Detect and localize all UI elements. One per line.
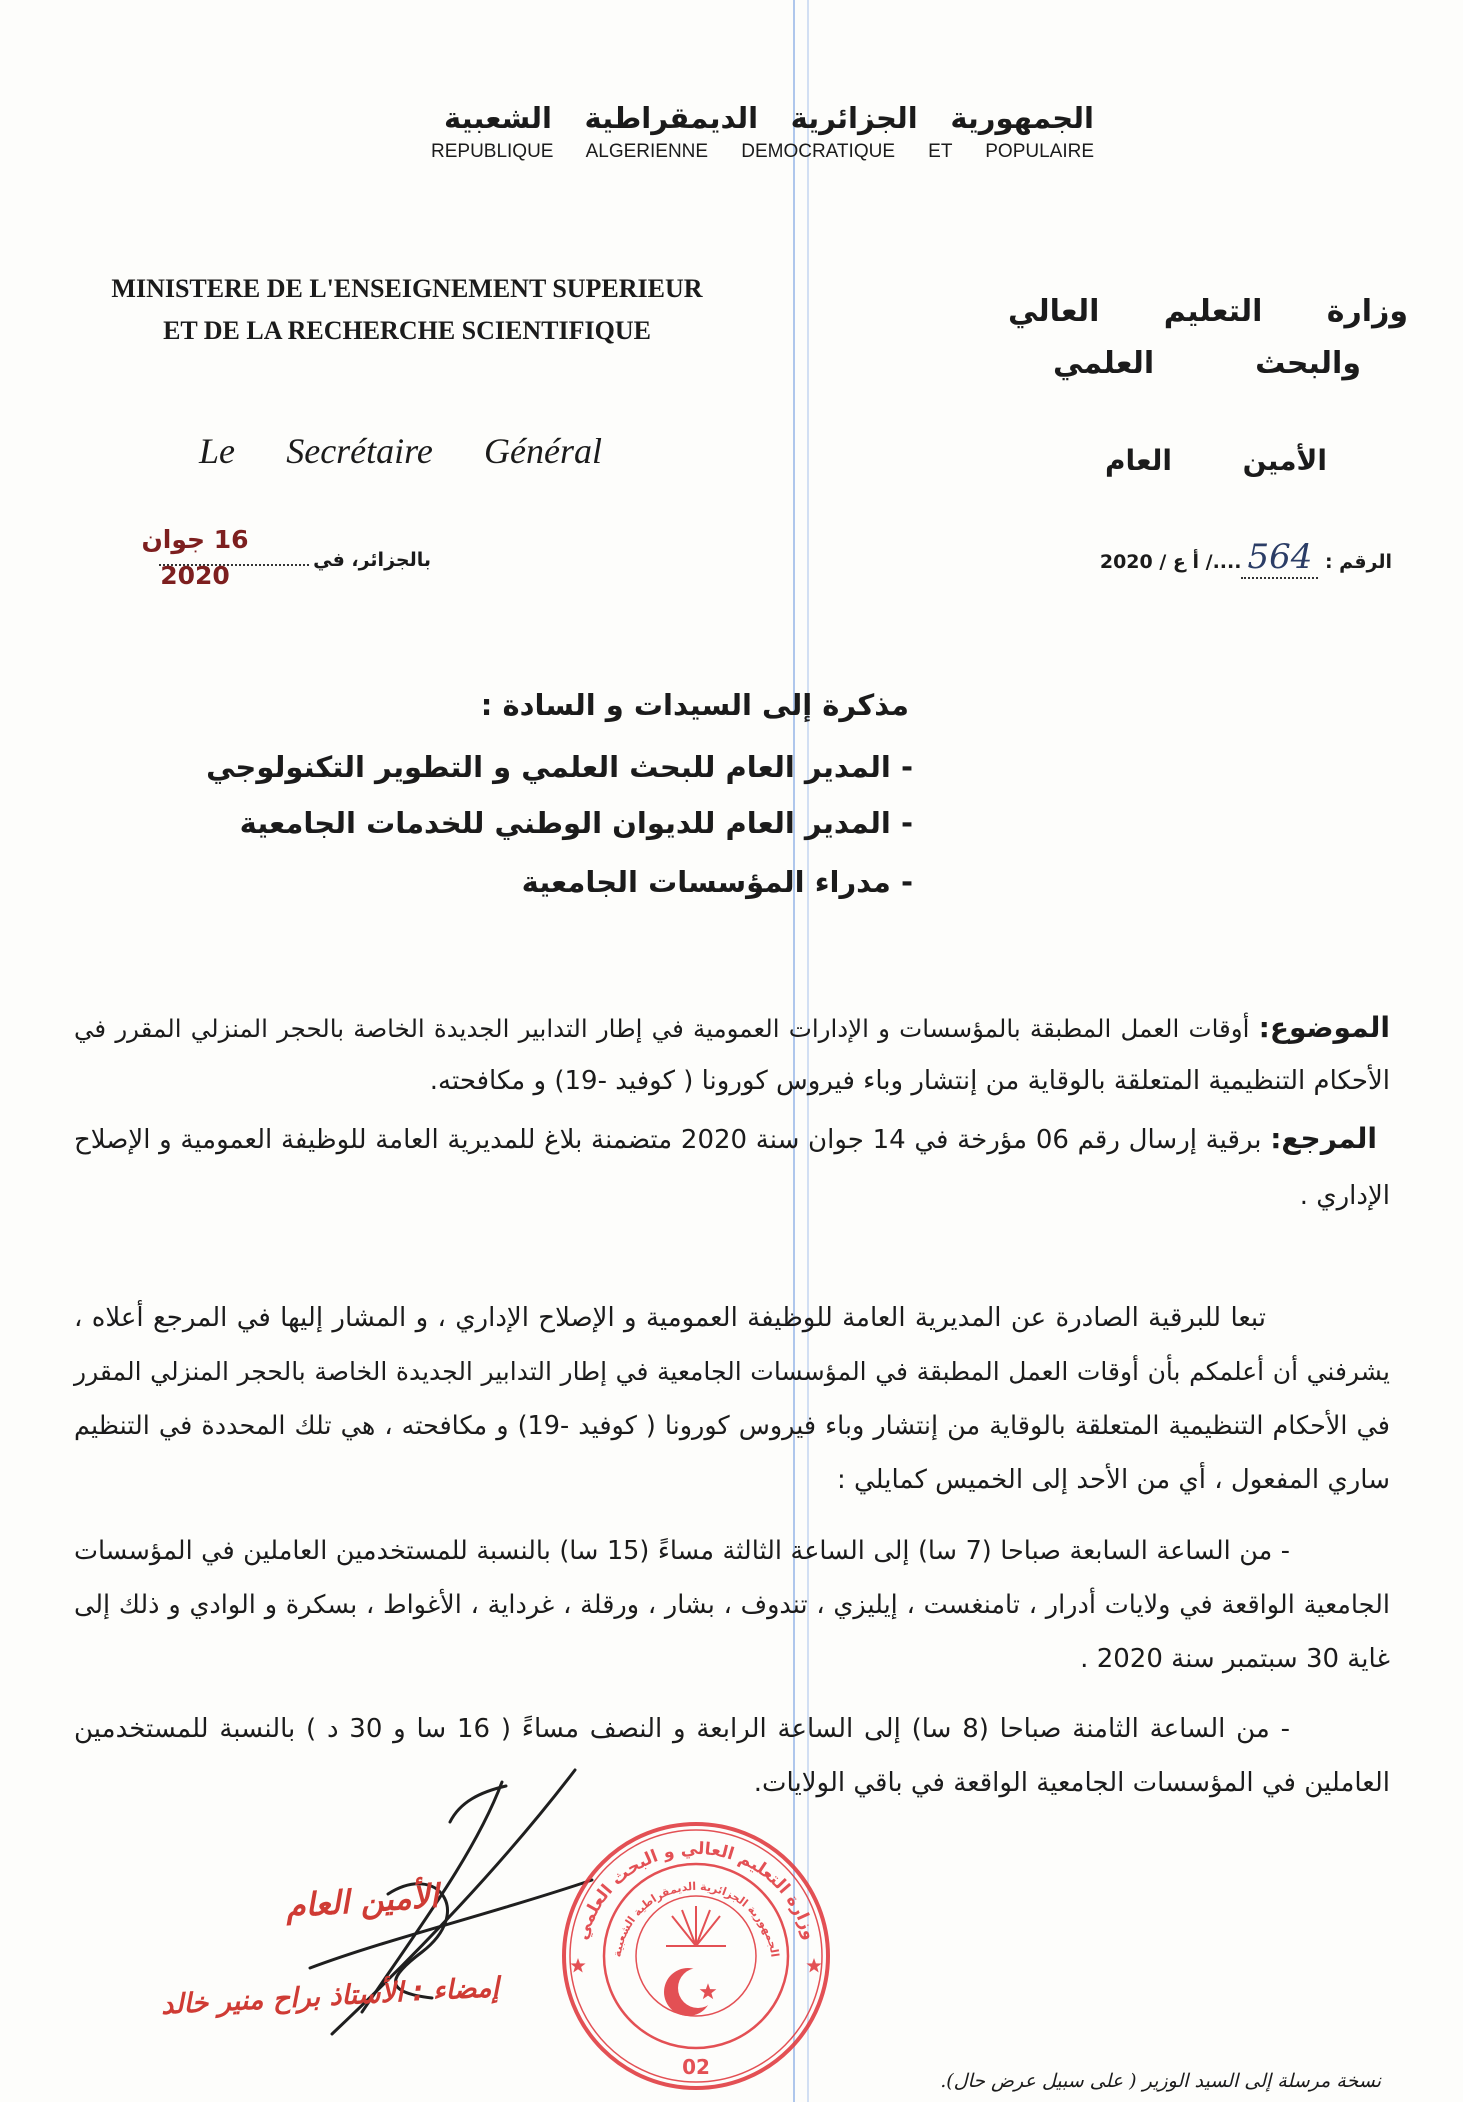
reference-number [1100, 536, 1392, 583]
body-line: ساري المفعول ، أي من الأحد إلى الخميس كمايلي : [836, 1465, 1390, 1495]
ministry-ar-line1: وزارة التعليم العالي [1008, 294, 1408, 329]
subject-line [74, 1002, 1390, 1055]
secretary-general-fr: Le Secrétaire Général [199, 431, 602, 471]
reference-label: المرجع: [1270, 1122, 1377, 1155]
subject-label: الموضوع: [1258, 1011, 1390, 1044]
dateline-place-label: بالجزائر، في [313, 549, 431, 571]
bullet-line: غاية 30 سبتمبر سنة 2020 . [1080, 1644, 1390, 1674]
reference-line [74, 1111, 1390, 1168]
stamp-outer-text: وزارة التعليم العالي و البحث العلمي [572, 1838, 820, 1943]
date-stamp: 16 جوان 2020 [141, 525, 249, 590]
subject-line: الأحكام التنظيمية المتعلقة بالوقاية من إنتشار وباء فيروس كورونا ( كوفيد -19) و مكافحته. [429, 1066, 1390, 1096]
addressee-item: - المدير العام للبحث العلمي و التطوير التكنولوجي [206, 750, 913, 784]
reference-line: الإداري . [1299, 1181, 1390, 1211]
stamp-inner-text: الجمهورية الجزائرية الديمقراطية الشعبية [610, 1879, 782, 1958]
secretary-general-ar: الأمين العام [1105, 444, 1327, 477]
reference-number-label: الرقم : [1324, 551, 1392, 573]
bullet-line: الجامعية الواقعة في ولايات أدرار ، تامنغست ، إيليزي ، تندوف ، بشار ، ورقلة ، غرداية ، الأغواط ، بسكرة و الوادي و ذلك إلى [74, 1590, 1390, 1620]
reference-number-handwritten: 564 [1241, 537, 1318, 579]
bullet-line: العاملين في المؤسسات الجامعية الواقعة في باقي الولايات. [753, 1768, 1390, 1798]
subject-paragraph [74, 1002, 1390, 1107]
body-paragraph [74, 1291, 1390, 1507]
signature-name: إمضاء : الأستاذ براح منير خالد [160, 1972, 500, 2021]
subject-text: أوقات العمل المطبقة بالمؤسسات و الإدارات العمومية في إطار التدابير الجديدة الخاصة بالحجر المنزلي المقرر في [74, 1014, 1250, 1043]
body-line: في الأحكام التنظيمية المتعلقة بالوقاية من إنتشار وباء فيروس كورونا ( كوفيد -19) و مكافحته ، هي تلك المحددة في التنظيم [74, 1411, 1390, 1441]
reference-number-suffix: ..../ أ ع / 2020 [1099, 551, 1242, 573]
bullet-line: - من الساعة الثامنة صباحا (8 سا) إلى الساعة الرابعة و النصف مساءً ( 16 سا و 30 د ) بالنسبة للمستخدمين [74, 1714, 1291, 1744]
star-icon [570, 1958, 585, 1973]
addressee-item: - المدير العام للديوان الوطني للخدمات الجامعية [239, 806, 913, 840]
republic-title-fr: REPUBLIQUE ALGERIENNE DEMOCRATIQUE ET POPULAIRE [431, 141, 1094, 162]
ministry-ar-line2: والبحث العلمي [1053, 346, 1361, 381]
ministry-fr-line2: ET DE LA RECHERCHE SCIENTIFIQUE [163, 316, 651, 345]
republic-title-ar: الجمهورية الجزائرية الديمقراطية الشعبية [444, 101, 1094, 135]
reference-paragraph [74, 1111, 1390, 1224]
body-line: تبعا للبرقية الصادرة عن المديرية العامة للوظيفة العمومية و الإصلاح الإداري ، و المشار إليها في المرجع أعلاه ، [74, 1303, 1266, 1333]
bullet-paragraph [74, 1524, 1390, 1686]
reference-text: برقية إرسال رقم 06 مؤرخة في 14 جوان سنة 2020 متضمنة بلاغ للمديرية العامة للوظيفة العمومية و الإصلاح [74, 1125, 1262, 1155]
addressees-intro: مذكرة إلى السيدات و السادة : [480, 688, 909, 722]
star-icon [806, 1958, 821, 1973]
ministry-fr-line1: MINISTERE DE L'ENSEIGNEMENT SUPERIEUR [111, 274, 703, 303]
signature-title: الأمين العام [284, 1876, 440, 1926]
official-stamp [556, 1816, 836, 2096]
bullet-line: - من الساعة السابعة صباحا (7 سا) إلى الساعة الثالثة مساءً (15 سا) بالنسبة للمستخدمين العاملين في المؤسسات [74, 1536, 1290, 1566]
addressee-item: - مدراء المؤسسات الجامعية [521, 865, 913, 899]
body-line: يشرفني أن أعلمكم بأن أوقات العمل المطبقة في المؤسسات الجامعية في إطار التدابير الجديدة الخاصة بالحجر المنزلي المقرر [74, 1357, 1390, 1386]
footer-copy-note: نسخة مرسلة إلى السيد الوزير ( على سبيل عرض حال). [940, 2070, 1381, 2092]
stamp-number: 02 [682, 2055, 710, 2079]
